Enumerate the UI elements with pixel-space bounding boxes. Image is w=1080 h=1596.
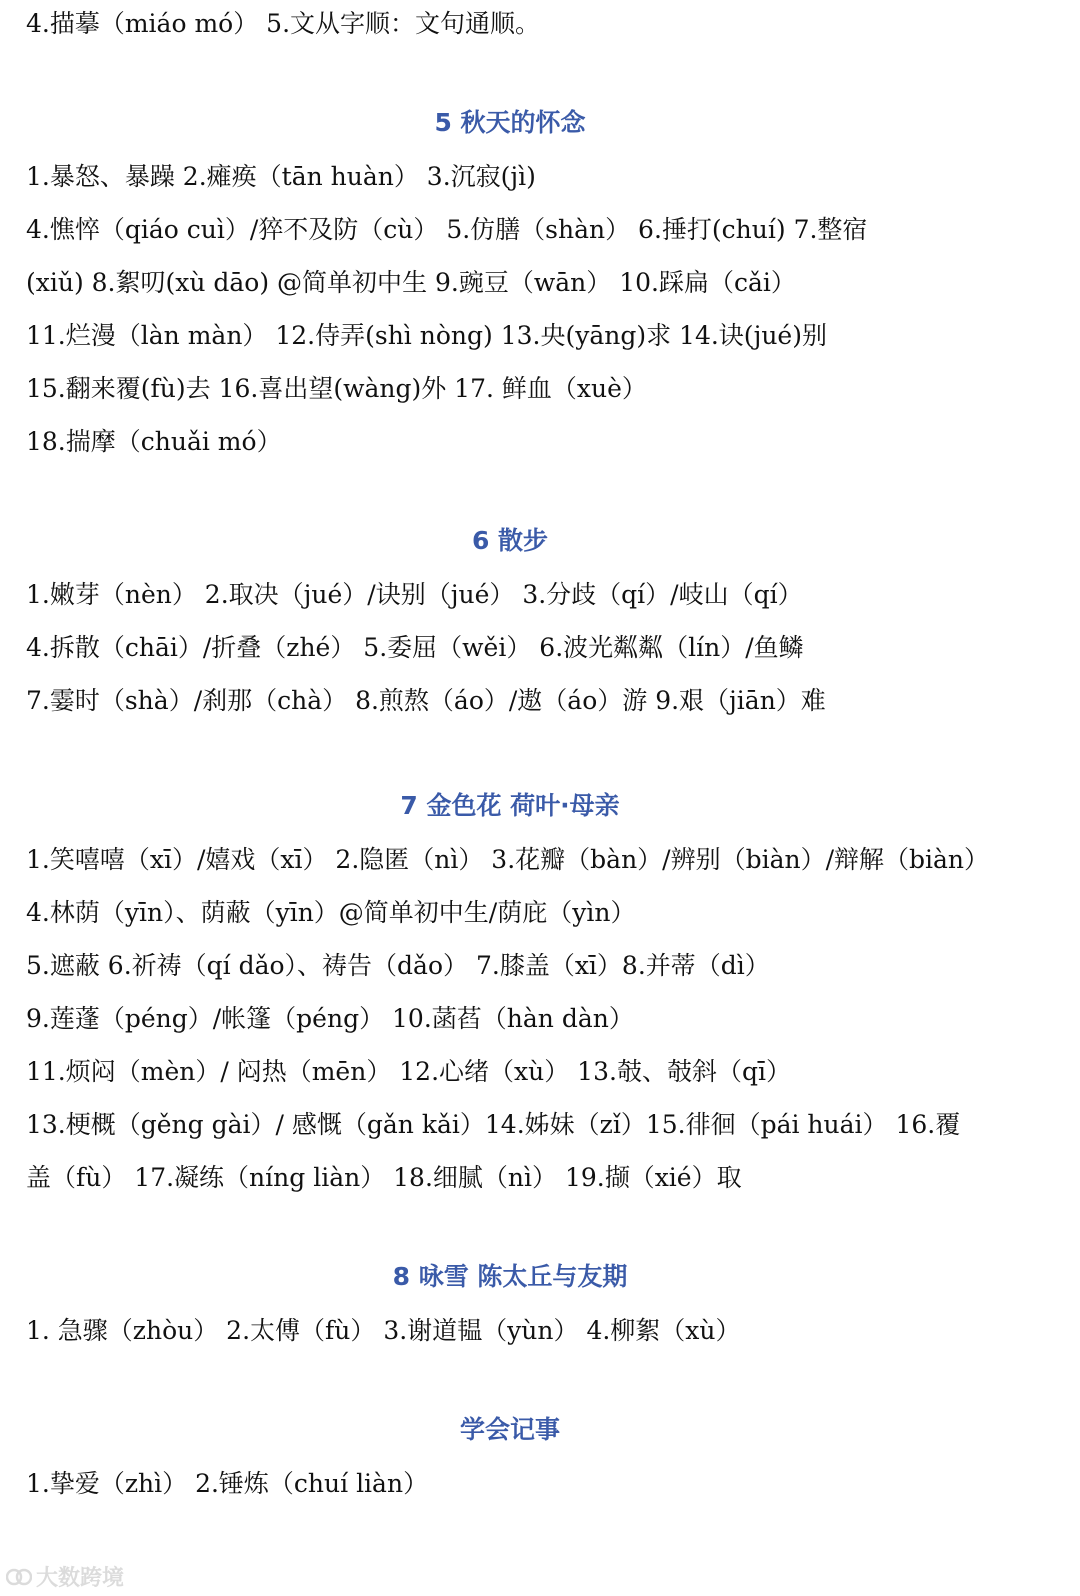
watermark	[6, 1561, 124, 1592]
section-7-line-6: 13.梗概（gěng gài）/ 感慨（gǎn kǎi）14.姊妹（zǐ）15.徘徊（pái huái） 16.覆	[26, 1110, 961, 1139]
logo-icon	[6, 1566, 32, 1588]
section-5-line-6: 18.揣摩（chuǎi mó）	[26, 427, 282, 456]
top-line: 4.描摹（miáo mó） 5.文从字顺：文句通顺。	[26, 9, 541, 38]
section-7-line-1: 1.笑嘻嘻（xī）/嬉戏（xī） 2.隐匿（nì） 3.花瓣（bàn）/辨别（biàn）/辩解（biàn）	[26, 845, 990, 874]
section-6-line-1: 1.嫩芽（nèn） 2.取决（jué）/诀别（jué） 3.分歧（qí）/岐山（qí）	[26, 580, 803, 609]
section-7-line-5: 11.烦闷（mèn）/ 闷热（mēn） 12.心绪（xù） 13.攲、攲斜（qī）	[26, 1057, 791, 1086]
section-title-6: 6 散步	[471, 526, 549, 555]
section-5-line-3: (xiǔ) 8.絮叨(xù dāo) @简单初中生 9.豌豆（wān） 10.踩扁（cǎi）	[26, 268, 796, 297]
section-5-line-4: 11.烂漫（làn màn） 12.侍弄(shì nòng) 13.央(yāng)求 14.诀(jué)别	[26, 321, 827, 350]
section-learn-line-1: 1.挚爱（zhì） 2.锤炼（chuí liàn）	[26, 1469, 429, 1498]
section-title-learn-record: 学会记事	[459, 1415, 560, 1444]
section-5-line-1: 1.暴怒、暴躁 2.瘫痪（tān huàn） 3.沉寂(jì)	[26, 162, 536, 191]
section-5-line-2: 4.憔悴（qiáo cuì）/猝不及防（cù） 5.仿膳（shàn） 6.捶打(chuí) 7.整宿	[26, 215, 868, 244]
section-7-line-4: 9.莲蓬（péng）/帐篷（péng） 10.菡萏（hàn dàn）	[26, 1004, 634, 1033]
section-7-line-3: 5.遮蔽 6.祈祷（qí dǎo）、祷告（dǎo） 7.膝盖（xī）8.并蒂（dì）	[26, 951, 770, 980]
section-5-line-5: 15.翻来覆(fù)去 16.喜出望(wàng)外 17. 鲜血（xuè）	[26, 374, 647, 403]
section-title-5: 5 秋天的怀念	[434, 108, 586, 137]
section-title-7: 7 金色花 荷叶·母亲	[400, 791, 620, 820]
section-7-line-7: 盖（fù） 17.凝练（níng liàn） 18.细腻（nì） 19.撷（xié）取	[26, 1163, 742, 1192]
section-6-line-3: 7.霎时（shà）/刹那（chà） 8.煎熬（áo）/遨（áo）游 9.艰（jiān）难	[26, 686, 826, 715]
section-7-line-2: 4.林荫（yīn）、荫蔽（yīn）@简单初中生/荫庇（yìn）	[26, 898, 636, 927]
section-title-8: 8 咏雪 陈太丘与友期	[392, 1262, 628, 1291]
section-8-line-1: 1. 急骤（zhòu） 2.太傅（fù） 3.谢道韫（yùn） 4.柳絮（xù）	[26, 1316, 741, 1345]
section-6-line-2: 4.拆散（chāi）/折叠（zhé） 5.委屈（wěi） 6.波光粼粼（lín）/鱼鳞	[26, 633, 804, 662]
watermark-text: 大数跨境	[36, 1566, 125, 1591]
